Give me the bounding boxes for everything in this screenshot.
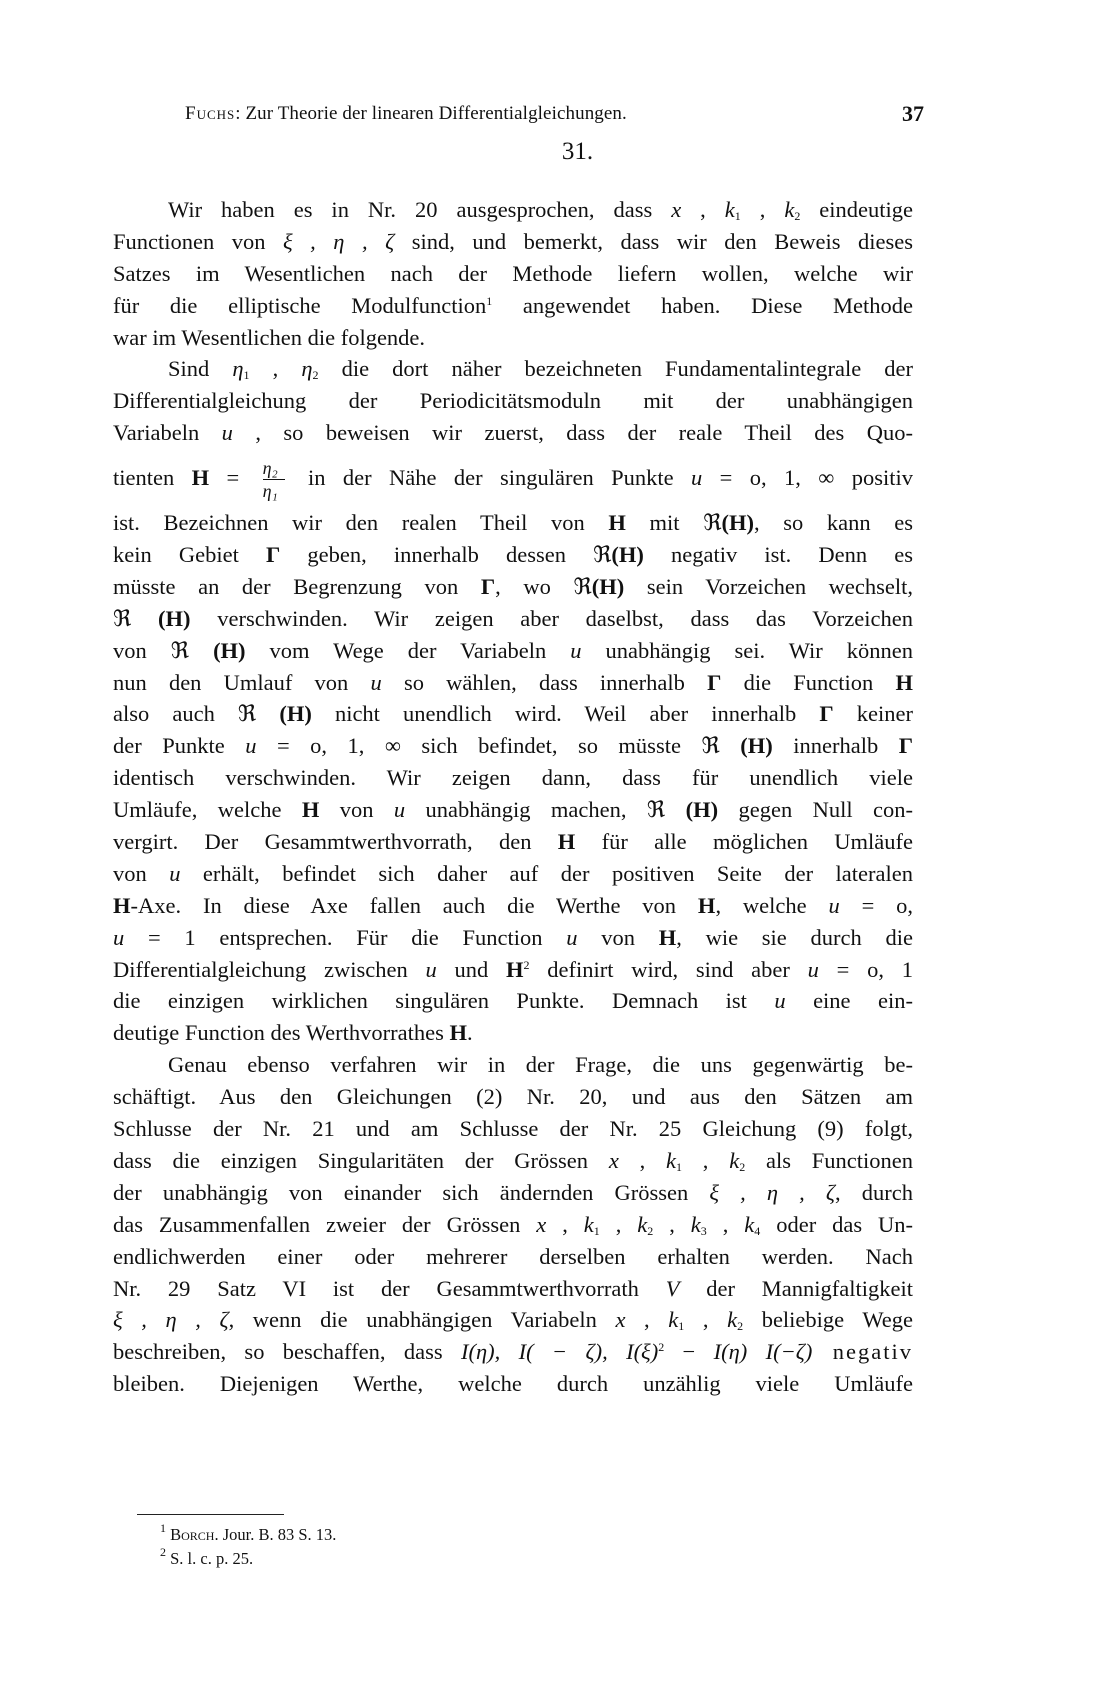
text-run: die Function: [721, 669, 896, 695]
text-run: u: [113, 924, 125, 950]
body-text: [113, 194, 913, 1400]
text-run: ℜ: [646, 797, 666, 823]
text-run: k: [583, 1211, 594, 1237]
text-run: = 1 entsprechen. Für die Function: [124, 924, 567, 950]
article-title: : Zur Theorie der linearen Differentialgleichungen.: [235, 103, 627, 124]
text-run: ξ , η , ζ: [113, 1307, 229, 1333]
footnotes: [160, 1523, 336, 1571]
text-run: u: [370, 669, 382, 695]
text-run: η: [232, 356, 244, 382]
text-run: geben, innerhalb dessen: [280, 542, 594, 568]
text-line: [113, 603, 913, 635]
text-run: tienten: [113, 465, 192, 491]
text-run: negativ ist. Denn es: [643, 542, 913, 568]
text-run: , wie sie durch die: [676, 924, 913, 950]
text-line: [113, 1209, 913, 1241]
text-run: H: [301, 797, 320, 823]
text-line: [113, 794, 913, 826]
text-run: Schlusse der Nr. 21 und am Schlusse der Nr. 25 Gleichung (9) folgt,: [113, 1116, 913, 1142]
text-run: von: [113, 637, 171, 663]
text-run: k: [784, 197, 795, 222]
text-line: [113, 1081, 913, 1113]
text-run: oder das Un-: [760, 1211, 913, 1237]
text-run: , wenn die unabhängigen Variabeln: [228, 1307, 616, 1333]
text-run: H: [895, 669, 913, 695]
text-run: u: [169, 860, 181, 886]
text-run: Satzes im Wesentlichen nach der Methode liefern wollen, welche wir: [113, 260, 913, 286]
text-run: ℜ: [113, 605, 132, 631]
text-line: [113, 1177, 913, 1209]
text-run: war im Wesentlichen die folgende.: [113, 324, 426, 350]
text-run: deutige Function des Werthvorrathes: [113, 1020, 450, 1046]
text-run: das Zusammenfallen zweier der Grössen: [113, 1211, 537, 1237]
text-run: kein Gebiet: [113, 542, 266, 568]
text-line: [113, 1336, 913, 1368]
text-run: eine ein-: [785, 988, 913, 1014]
text-line: [113, 858, 913, 890]
text-run: S. l. c. p. 25.: [170, 1549, 254, 1568]
text-run: so wählen, dass innerhalb: [381, 669, 708, 695]
text-run: Genau ebenso verfahren wir in der Frage, die uns gegenwärtig be-: [168, 1052, 913, 1078]
text-run: 2: [658, 1340, 665, 1355]
text-run: 2: [160, 1545, 166, 1559]
text-run: und: [436, 956, 507, 982]
text-run: I(η) I(−ζ): [713, 1339, 813, 1365]
text-run: ℜ: [703, 510, 722, 536]
text-run: Borch.: [170, 1525, 219, 1544]
text-run: vom Wege der Variabeln: [245, 637, 571, 663]
text-run: mit: [625, 510, 704, 536]
text-run: ,: [684, 1307, 728, 1333]
text-run: Sind: [168, 356, 233, 382]
text-run: ,: [653, 1211, 691, 1237]
text-run: der Punkte: [113, 733, 246, 759]
text-run: ,: [706, 1211, 745, 1237]
text-run: erhält, befindet sich daher auf der positiven Seite der lateralen: [180, 860, 913, 886]
text-run: k: [727, 1307, 738, 1333]
text-run: k: [729, 1147, 740, 1173]
text-run: u: [774, 988, 786, 1014]
text-run: x: [536, 1211, 547, 1237]
text-line: [113, 698, 913, 730]
text-run: (H): [189, 637, 246, 663]
text-run: Γ: [480, 573, 496, 599]
text-run: sein Vorzeichen wechselt,: [624, 573, 913, 599]
text-run: sind, und bemerkt, dass wir den Beweis dieses: [394, 228, 913, 254]
text-run: η: [301, 356, 313, 382]
text-run: die einzigen wirklichen singulären Punkte. Demnach ist: [113, 988, 775, 1014]
text-run: ℜ: [593, 542, 612, 568]
text-line: [113, 1273, 913, 1305]
text-run: nicht unendlich wird. Weil aber innerhalb: [311, 701, 820, 727]
text-line: [113, 539, 913, 571]
text-run: u: [393, 797, 406, 823]
text-run: H: [191, 465, 210, 491]
text-run: ,: [546, 1211, 584, 1237]
text-run: H: [113, 892, 131, 918]
text-run: u: [807, 956, 819, 982]
text-line: [113, 571, 913, 603]
text-run: die dort näher bezeichneten Fundamentalintegrale der: [318, 356, 913, 382]
text-run: Γ: [819, 701, 834, 727]
text-run: definirt wird, sind aber: [529, 956, 808, 982]
text-line: [113, 290, 913, 322]
text-run: (H): [611, 542, 644, 568]
text-run: 2: [312, 368, 319, 383]
text-run: ,: [599, 1211, 638, 1237]
text-run: 1: [160, 1521, 166, 1535]
text-run: = o, 1: [818, 956, 913, 982]
text-run: ℜ: [237, 701, 257, 727]
text-line: [113, 417, 913, 449]
text-run: für alle möglichen Umläufe: [575, 829, 913, 855]
text-run: ξ , η , ζ: [709, 1179, 836, 1205]
text-run: Γ: [265, 542, 281, 568]
text-line: [113, 730, 913, 762]
text-run: H: [557, 829, 576, 855]
text-run: angewendet haben. Diese Methode: [492, 292, 913, 318]
text-line: [113, 667, 913, 699]
text-run: k: [744, 1211, 755, 1237]
text-run: 2: [647, 1223, 654, 1238]
text-run: Nr. 29 Satz VI ist der Gesammtwerthvorrath: [113, 1275, 666, 1301]
text-run: , durch: [835, 1179, 913, 1205]
text-line: [113, 226, 913, 258]
text-run: 1: [734, 209, 741, 223]
text-run: k: [637, 1211, 648, 1237]
text-run: bleiben. Diejenigen Werthe, welche durch unzählig viele Umläufe: [113, 1371, 913, 1397]
text-run: u: [221, 420, 233, 446]
text-run: Differentialgleichung der Periodicitätsmoduln mit der unabhängigen: [113, 388, 913, 414]
text-line: [113, 507, 913, 539]
text-run: x: [615, 1307, 626, 1333]
text-run: Functionen von: [113, 228, 284, 254]
text-run: 3: [700, 1223, 707, 1238]
text-run: unabhängig machen,: [405, 797, 647, 823]
text-run: Γ: [707, 669, 722, 695]
text-run: Differentialgleichung zwischen: [113, 956, 426, 982]
text-run: Γ: [898, 733, 913, 759]
text-run: 1: [243, 368, 250, 383]
text-run: eindeutige: [800, 197, 913, 222]
text-run: ℜ: [573, 573, 592, 599]
text-run: Umläufe, welche: [113, 797, 302, 823]
text-line: [113, 385, 913, 417]
text-run: ,: [618, 1147, 667, 1173]
text-run: für die elliptische Modulfunction: [113, 292, 487, 318]
text-run: , so beweisen wir zuerst, dass der reale Theil des Quo-: [232, 420, 913, 446]
footnote-2: [160, 1547, 336, 1571]
text-run: unabhängig sei. Wir können: [581, 637, 913, 663]
section-number: 31.: [561, 138, 594, 165]
text-run: der unabhängig von einander sich ändernden Grössen: [113, 1179, 710, 1205]
text-run: von: [113, 860, 170, 886]
text-run: u: [570, 637, 582, 663]
text-run: u: [425, 956, 437, 982]
text-run: H: [449, 1020, 467, 1046]
text-line: [113, 826, 913, 858]
text-run: innerhalb: [772, 733, 899, 759]
text-line: [113, 258, 913, 290]
text-run: beschreiben, so beschaffen, dass: [113, 1339, 461, 1365]
page-number: 37: [902, 101, 924, 126]
text-line: [113, 322, 913, 354]
text-line: [113, 922, 913, 954]
text-run: u: [828, 892, 840, 918]
text-run: dass die einzigen Singularitäten der Grössen: [113, 1147, 609, 1173]
text-line: [113, 635, 913, 667]
footnote-divider: [137, 1514, 284, 1515]
text-line: [113, 1017, 913, 1049]
text-run: in der Nähe der singulären Punkte: [290, 465, 692, 491]
running-head-title: [185, 103, 627, 125]
text-line: [113, 762, 913, 794]
text-run: endlichwerden einer oder mehrerer derselben erhalten werden. Nach: [113, 1243, 913, 1269]
text-run: 1: [678, 1319, 685, 1334]
text-run: (H): [131, 605, 191, 631]
text-run: u: [245, 733, 257, 759]
text-line: [113, 1368, 913, 1400]
text-run: negativ: [812, 1339, 913, 1365]
text-run: von: [577, 924, 659, 950]
text-run: , welche: [715, 892, 829, 918]
text-run: , wo: [495, 573, 574, 599]
text-run: x: [671, 197, 682, 222]
text-run: 1: [593, 1223, 600, 1238]
text-run: η₁: [262, 481, 278, 502]
text-run: Wir haben es in Nr. 20 ausgesprochen, dass: [168, 197, 672, 222]
text-run: nun den Umlauf von: [113, 669, 371, 695]
text-run: k: [690, 1211, 701, 1237]
text-run: (H): [591, 573, 625, 599]
text-run: müsste an der Begrenzung von: [113, 573, 481, 599]
text-run: , so kann es: [754, 510, 913, 536]
text-line: [113, 954, 913, 986]
text-line: [113, 194, 913, 226]
text-run: H: [697, 892, 716, 918]
text-run: u: [566, 924, 578, 950]
fraction: [263, 459, 285, 500]
text-run: .: [466, 1020, 473, 1046]
text-run: Variabeln: [113, 420, 222, 446]
text-run: H: [608, 510, 626, 536]
text-run: k: [724, 197, 735, 222]
text-run: -Axe. In diese Axe fallen auch die Werthe von: [130, 892, 698, 918]
text-run: H: [658, 924, 677, 950]
text-run: ℜ: [170, 637, 190, 663]
text-line: [113, 353, 913, 385]
text-run: der Mannigfaltigkeit: [679, 1275, 913, 1301]
text-run: = o, 1, ∞ sich befindet, so müsste: [256, 733, 702, 759]
text-run: 1: [676, 1159, 683, 1174]
text-run: ,: [682, 1147, 730, 1173]
text-run: 2: [737, 1319, 744, 1334]
text-run: ist. Bezeichnen wir den realen Theil von: [113, 510, 609, 536]
text-run: = o,: [839, 892, 913, 918]
text-run: 2: [739, 1159, 746, 1174]
text-line: [113, 1049, 913, 1081]
text-run: von: [319, 797, 394, 823]
text-line: [113, 890, 913, 922]
text-run: gegen Null con-: [718, 797, 913, 823]
text-line: [113, 1304, 913, 1336]
text-run: x: [608, 1147, 619, 1173]
text-run: 2: [794, 209, 801, 223]
text-run: vergirt. Der Gesammtwerthvorrath, den: [113, 829, 558, 855]
text-run: I(η), I( − ζ), I(ξ): [460, 1339, 659, 1365]
text-run: also auch: [113, 701, 238, 727]
text-run: ,: [249, 356, 302, 382]
text-line: [113, 1145, 913, 1177]
text-line: [113, 1241, 913, 1273]
text-run: k: [666, 1147, 677, 1173]
text-run: 4: [754, 1223, 761, 1238]
text-line-fraction: [113, 449, 913, 507]
text-run: 2: [523, 957, 530, 972]
text-run: (H): [256, 701, 312, 727]
text-run: = o, 1, ∞ positiv: [702, 465, 913, 491]
text-run: (H): [665, 797, 719, 823]
text-run: ℜ: [701, 733, 720, 759]
text-run: −: [664, 1339, 714, 1365]
text-run: ξ , η , ζ: [283, 228, 395, 254]
text-run: ,: [625, 1307, 669, 1333]
text-run: =: [209, 465, 257, 491]
text-run: schäftigt. Aus den Gleichungen (2) Nr. 20, und aus den Sätzen am: [113, 1084, 913, 1110]
text-run: (H): [719, 733, 773, 759]
footnote-1: [160, 1523, 336, 1547]
text-run: ,: [740, 197, 785, 222]
text-run: als Functionen: [745, 1147, 913, 1173]
text-run: H: [506, 956, 524, 982]
text-line: [113, 985, 913, 1017]
text-line: [113, 1113, 913, 1145]
text-run: η₂: [262, 458, 278, 479]
text-run: beliebige Wege: [743, 1307, 913, 1333]
text-run: identisch verschwinden. Wir zeigen dann, dass für unendlich viele: [113, 765, 913, 791]
text-run: k: [668, 1307, 679, 1333]
text-run: keiner: [833, 701, 913, 727]
text-run: u: [691, 465, 703, 491]
text-run: (H): [721, 510, 755, 536]
footnote-ref-1: 1: [486, 293, 493, 308]
text-run: verschwinden. Wir zeigen aber daselbst, dass das Vorzeichen: [190, 605, 913, 631]
text-run: ,: [681, 197, 725, 222]
author-name: Fuchs: [185, 103, 236, 124]
text-run: V: [665, 1275, 680, 1301]
fraction-bar: [263, 479, 285, 480]
text-run: Jour. B. 83 S. 13.: [218, 1525, 337, 1544]
